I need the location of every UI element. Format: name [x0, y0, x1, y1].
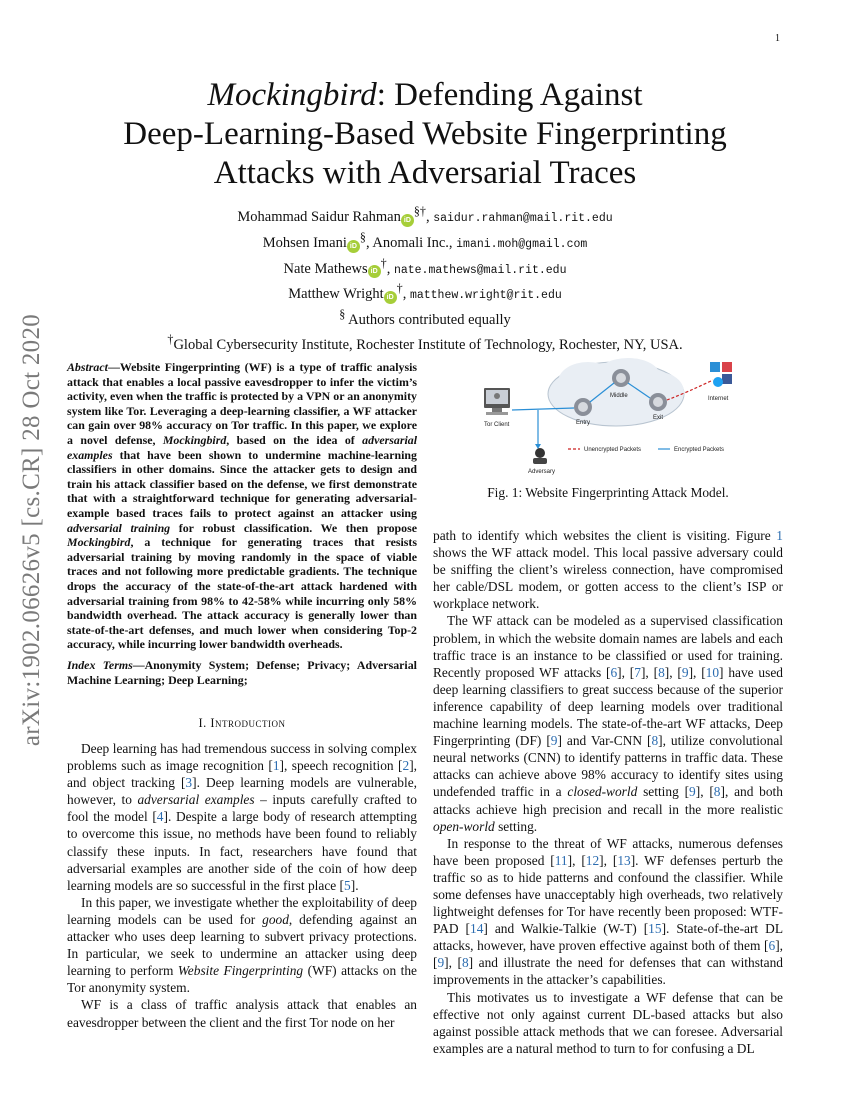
emphasis: open-world	[433, 818, 495, 834]
citation-link[interactable]: 11	[554, 852, 568, 868]
emphasis: closed-world	[567, 784, 638, 800]
label-middle: Middle	[610, 393, 628, 399]
author-name: Mohammad Saidur Rahman	[237, 208, 401, 225]
paper-title	[60, 76, 790, 193]
author-block	[60, 202, 790, 355]
section-heading: I. Introduction	[198, 716, 286, 730]
author-name: Nate Mathews	[283, 260, 368, 277]
index-terms: Index Terms—Anonymity System; Defense; Privacy; Adversarial Machine Learning; Deep Learning;	[67, 658, 417, 687]
title-line2: Deep-Learning-Based Website Fingerprinting	[123, 116, 727, 152]
legend-encrypted: Encrypted Packets	[674, 447, 725, 453]
emphasis: adversarial examples	[137, 792, 255, 808]
author-mark: §†	[413, 204, 426, 218]
citation-link[interactable]: 8	[651, 733, 659, 749]
citation-link[interactable]: 10	[705, 664, 720, 680]
citation-link[interactable]: 7	[634, 664, 641, 680]
label-tor-client: Tor Client	[484, 422, 510, 428]
arxiv-id: arXiv:1902.06626v5 [cs.CR] 28 Oct 2020	[18, 313, 45, 747]
title-line1: : Defending Against	[376, 77, 643, 113]
citation-link[interactable]: 8	[658, 664, 665, 680]
abstract-label: Abstract	[67, 360, 108, 374]
citation-link[interactable]: 1	[272, 758, 280, 774]
paragraph: This motivates us to investigate a WF defense that can be effective not only against current DL-based attacks but also against possible attack methods that we can foresee. Adversarial examples are a natural method to turn to for confusing a DL	[433, 989, 783, 1056]
abstract: Abstract—Website Fingerprinting (WF) is a type of traffic analysis attack that enables a local passive eavesdropper to infer the victim’s activity, even when the traffic is protected by a VPN or an anonymity system like Tor. Leveraging a deep-learning classifier, a WF attacker can gain over 98% accuracy on Tor traffic. In this paper, we explore a novel defense, Mockingbird, based on the idea of adversarial examples that have been shown to undermine machine-learning classifiers in other domains. Since the attacker gets to design and train his attack classifier based on the defense, we first demonstrate that with a straightforward technique for generating adversarial-example based traces fails to protect against an attacker using adversarial training for robust classification. We then propose Mockingbird, a technique for generating traces that resists adversarial training by moving randomly in the space of viable traces and not following more predictable gradients. The technique drops the accuracy of the state-of-the-art attack hardened with adversarial training from 98% to 42-58% while incurring only 58% bandwidth overhead. The attack accuracy is generally lower than state-of-the-art defenses, and much lower when considering Top-2 accuracy, while incurring lower bandwidth overheads.	[67, 360, 417, 652]
arxiv-sidebar-stamp	[12, 300, 52, 760]
citation-link[interactable]: 2	[402, 758, 410, 774]
paragraph: The WF attack can be modeled as a supervised classification problem, in which the website domain names are labels and each traffic trace is an instance to be classified or used for training. Recently proposed WF attacks [6], [7], [8], [9], [10] have used deep learning classifiers to great success because of the superior inference capability of deep learning models over traditional machine learning models. The state-of-the-art WF attacks, Deep Fingerprinting (DF) [9] and Var-CNN [8], utilize convolutional neural networks (CNN) to identify patterns in traffic data. These attacks can achieve above 98% accuracy to identify sites using undefended traffic in a closed-world setting [9], [8], and both attacks achieve high precision and recall in the more realistic open-world setting.	[433, 613, 783, 834]
citation-link[interactable]: 12	[585, 852, 600, 868]
author-list	[60, 202, 790, 305]
page-number: 1	[775, 33, 780, 44]
citation-link[interactable]: 6	[768, 938, 776, 954]
paragraph: In this paper, we investigate whether the exploitability of deep learning models can be used for good, defending against an attacker who uses deep learning to subvert privacy protections. In particular, we seek to undermine an attacker using deep learning to perform Website Fingerprinting (WF) attacks on the Tor anonymity system.	[67, 894, 417, 996]
index-terms-label: Index Terms	[67, 658, 133, 672]
middle-node-icon	[612, 369, 630, 387]
citation-link[interactable]: 9	[550, 733, 558, 749]
tor-client-icon	[484, 388, 510, 415]
citation-link[interactable]: 9	[689, 784, 696, 800]
author-affiliation: Anomali Inc.,	[372, 234, 453, 251]
adversary-icon	[533, 448, 547, 464]
orcid-icon: iD	[347, 240, 360, 253]
paragraph: WF is a class of traffic analysis attack that enables an eavesdropper between the client and the first Tor node on her	[67, 997, 417, 1030]
legend-unencrypted: Unencrypted Packets	[584, 447, 642, 453]
author-name: Matthew Wright	[288, 286, 384, 303]
orcid-icon: iD	[401, 214, 414, 227]
citation-link[interactable]: 5	[344, 877, 351, 893]
citation-link[interactable]: 9	[437, 955, 445, 971]
equal-contribution-note: § Authors contributed equally	[339, 307, 511, 329]
label-entry: Entry	[576, 420, 591, 426]
author-email: nate.mathews@mail.rit.edu	[393, 263, 567, 277]
emphasis: Website Fingerprinting	[177, 963, 304, 979]
paragraph: In response to the threat of WF attacks, numerous defenses have been proposed [11], [12], [13]. WF defenses perturb the traffic so as to hide patterns and confound the classifier. While some defenses have unacceptably high overheads, two relatively lightweight defenses for Tor have recently been proposed: WTF-PAD [14] and Walkie-Talkie (W-T) [15]. State-of-the-art DL attacks, however, have proven effective against both of them [6], [9], [8] and illustrate the need for defenses that can withstand improvements in the attacker’s capabilities.	[433, 835, 783, 988]
author-line: Matthew Wright iD†, matthew.wright@rit.edu	[288, 281, 562, 303]
entry-node-icon	[574, 398, 592, 416]
paragraph: path to identify which websites the client is visiting. Figure 1 shows the WF attack model. This local passive adversary could be sniffing the client’s wireless connection, have compromised her cable/DSL modem, or gotten access to the client’s ISP or workplace network.	[433, 528, 783, 612]
author-mark: †	[380, 255, 387, 270]
citation-link[interactable]: 8	[461, 955, 469, 971]
author-email: imani.moh@gmail.com	[456, 237, 588, 251]
figure-diagram	[478, 352, 744, 476]
citation-link[interactable]: 13	[617, 852, 631, 868]
right-column-body	[433, 527, 783, 1057]
internet-icons	[710, 362, 732, 387]
orcid-icon: iD	[384, 291, 397, 304]
author-mark: †	[396, 281, 403, 296]
author-mark: §	[359, 229, 366, 244]
title-italic: Mockingbird	[207, 77, 377, 113]
citation-link[interactable]: 4	[156, 809, 164, 825]
title-line3: Attacks with Adversarial Traces	[213, 155, 637, 191]
citation-link[interactable]: 8	[713, 784, 721, 800]
emphasis: good	[262, 911, 289, 927]
left-column-body	[67, 740, 417, 1031]
citation-link[interactable]: 15	[648, 921, 662, 937]
orcid-icon: iD	[368, 265, 381, 278]
attack-model-figure	[478, 352, 744, 476]
author-email: saidur.rahman@mail.rit.edu	[433, 211, 613, 225]
author-line: Mohsen Imani iD§, Anomali Inc., imani.moh@gmail.com	[262, 229, 588, 251]
figure-caption: Fig. 1: Website Fingerprinting Attack Model.	[487, 485, 729, 500]
exit-node-icon	[649, 393, 667, 411]
author-email: matthew.wright@rit.edu	[409, 289, 562, 303]
author-line: Mohammad Saidur Rahman iD§†, saidur.rahman@mail.rit.edu	[237, 204, 613, 225]
paragraph: Deep learning has had tremendous success in solving complex problems such as image recognition [1], speech recognition [2], and object tracking [3]. Deep learning models are vulnerable, however, to adversarial examples – inputs carefully crafted to fool the model [4]. Despite a large body of research attempting to overcome this issue, no methods have been found to reliably classify these inputs. In fact, researchers have found that adversarial examples are another side of the coin of how deep learning models are so successful in the first place [5].	[67, 741, 417, 893]
citation-link[interactable]: 3	[185, 775, 193, 791]
tor-network-cloud	[548, 358, 684, 426]
label-internet: Internet	[708, 396, 729, 402]
citation-link[interactable]: 6	[610, 664, 618, 680]
label-adversary: Adversary	[528, 469, 556, 475]
citation-link[interactable]: 9	[681, 664, 689, 680]
institution: †Global Cybersecurity Institute, Rochester Institute of Technology, Rochester, NY, USA.	[167, 332, 683, 353]
citation-link[interactable]: 1	[776, 528, 783, 543]
author-name: Mohsen Imani	[262, 234, 347, 251]
label-exit: Exit	[653, 415, 664, 421]
author-line: Nate Mathews iD†, nate.mathews@mail.rit.edu	[283, 255, 567, 277]
citation-link[interactable]: 14	[470, 921, 484, 937]
